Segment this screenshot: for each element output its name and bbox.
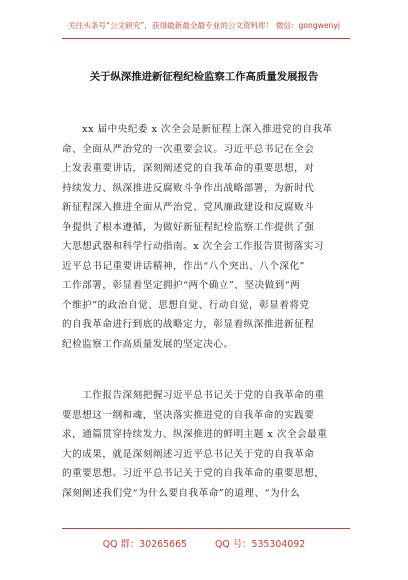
paragraph-line: 纪检监察工作高质量发展的坚定决心。 (62, 338, 234, 350)
paragraph-line: 的重要思想。习近平总书记关于党的自我革命的重要思想， (62, 468, 325, 479)
paragraph-line: 争提供了根本遵循，为做好新征程纪检监察工作提供了强 (62, 221, 315, 233)
paragraph-1 (62, 120, 362, 354)
document-title: 关于纵深推进新征程纪检监察工作高质量发展报告 (89, 71, 319, 83)
footer-qq-group: QQ 群：30265665 (102, 539, 188, 550)
paragraph-2 (62, 386, 362, 503)
paragraph-line: 个维护”的政治自觉、思想自觉、行动自觉，彰显着将党 (62, 299, 310, 311)
paragraph-line: 新征程深入推进全面从严治党、党风廉政建设和反腐败斗 (62, 202, 315, 213)
footer-qq-number: QQ 号：535304092 (215, 539, 306, 550)
paragraph-line: 持续发力、纵深推进反腐败斗争作出战略部署，为新时代 (62, 182, 315, 194)
paragraph-line: 要思想这一纲和魂，坚决落实推进党的自我革命的实践要 (62, 409, 315, 421)
paragraph-line: 大思想武器和科学行动指南。x 次全会工作报告贯彻落实习 (62, 241, 324, 252)
footer-divider (62, 528, 350, 529)
paragraph-line: 深刻阐述我们党“为什么要自我革命”的道理、“为什么 (62, 487, 301, 499)
paragraph-line: 的自我革命进行到底的战略定力，彰显着纵深推进新征程 (62, 319, 315, 330)
paragraph-line: 命、全面从严治党的一次重要会议。习近平总书记在全会 (62, 143, 315, 155)
paragraph-line: 求，通篇贯穿持续发力、纵深推进的鲜明主题 x 次全会最重 (62, 429, 328, 440)
paragraph-line: 近平总书记重要讲话精神，作出“八个突出、八个深化” (62, 260, 305, 272)
header-banner: 关注头条号“公文研究”，获得最新最全最专业的公文资料库！ 微信：gongwenyj (68, 21, 340, 30)
header-divider (62, 38, 350, 39)
paragraph-line: 大的成果，就是深刻阐述习近平总书记关于党的自我革命 (62, 448, 315, 460)
paragraph-line: 工作报告深刻把握习近平总书记关于党的自我革命的重 (62, 390, 325, 401)
paragraph-line: xx 届中央纪委 x 次全会是新征程上深入推进党的自我革 (62, 124, 333, 135)
paragraph-line: 上发表重要讲话，深刻阐述党的自我革命的重要思想，对 (62, 163, 315, 174)
footer-contact (0, 536, 408, 550)
paragraph-line: 工作部署，彰显着坚定拥护“两个确立”、坚决做到“两 (62, 280, 301, 291)
